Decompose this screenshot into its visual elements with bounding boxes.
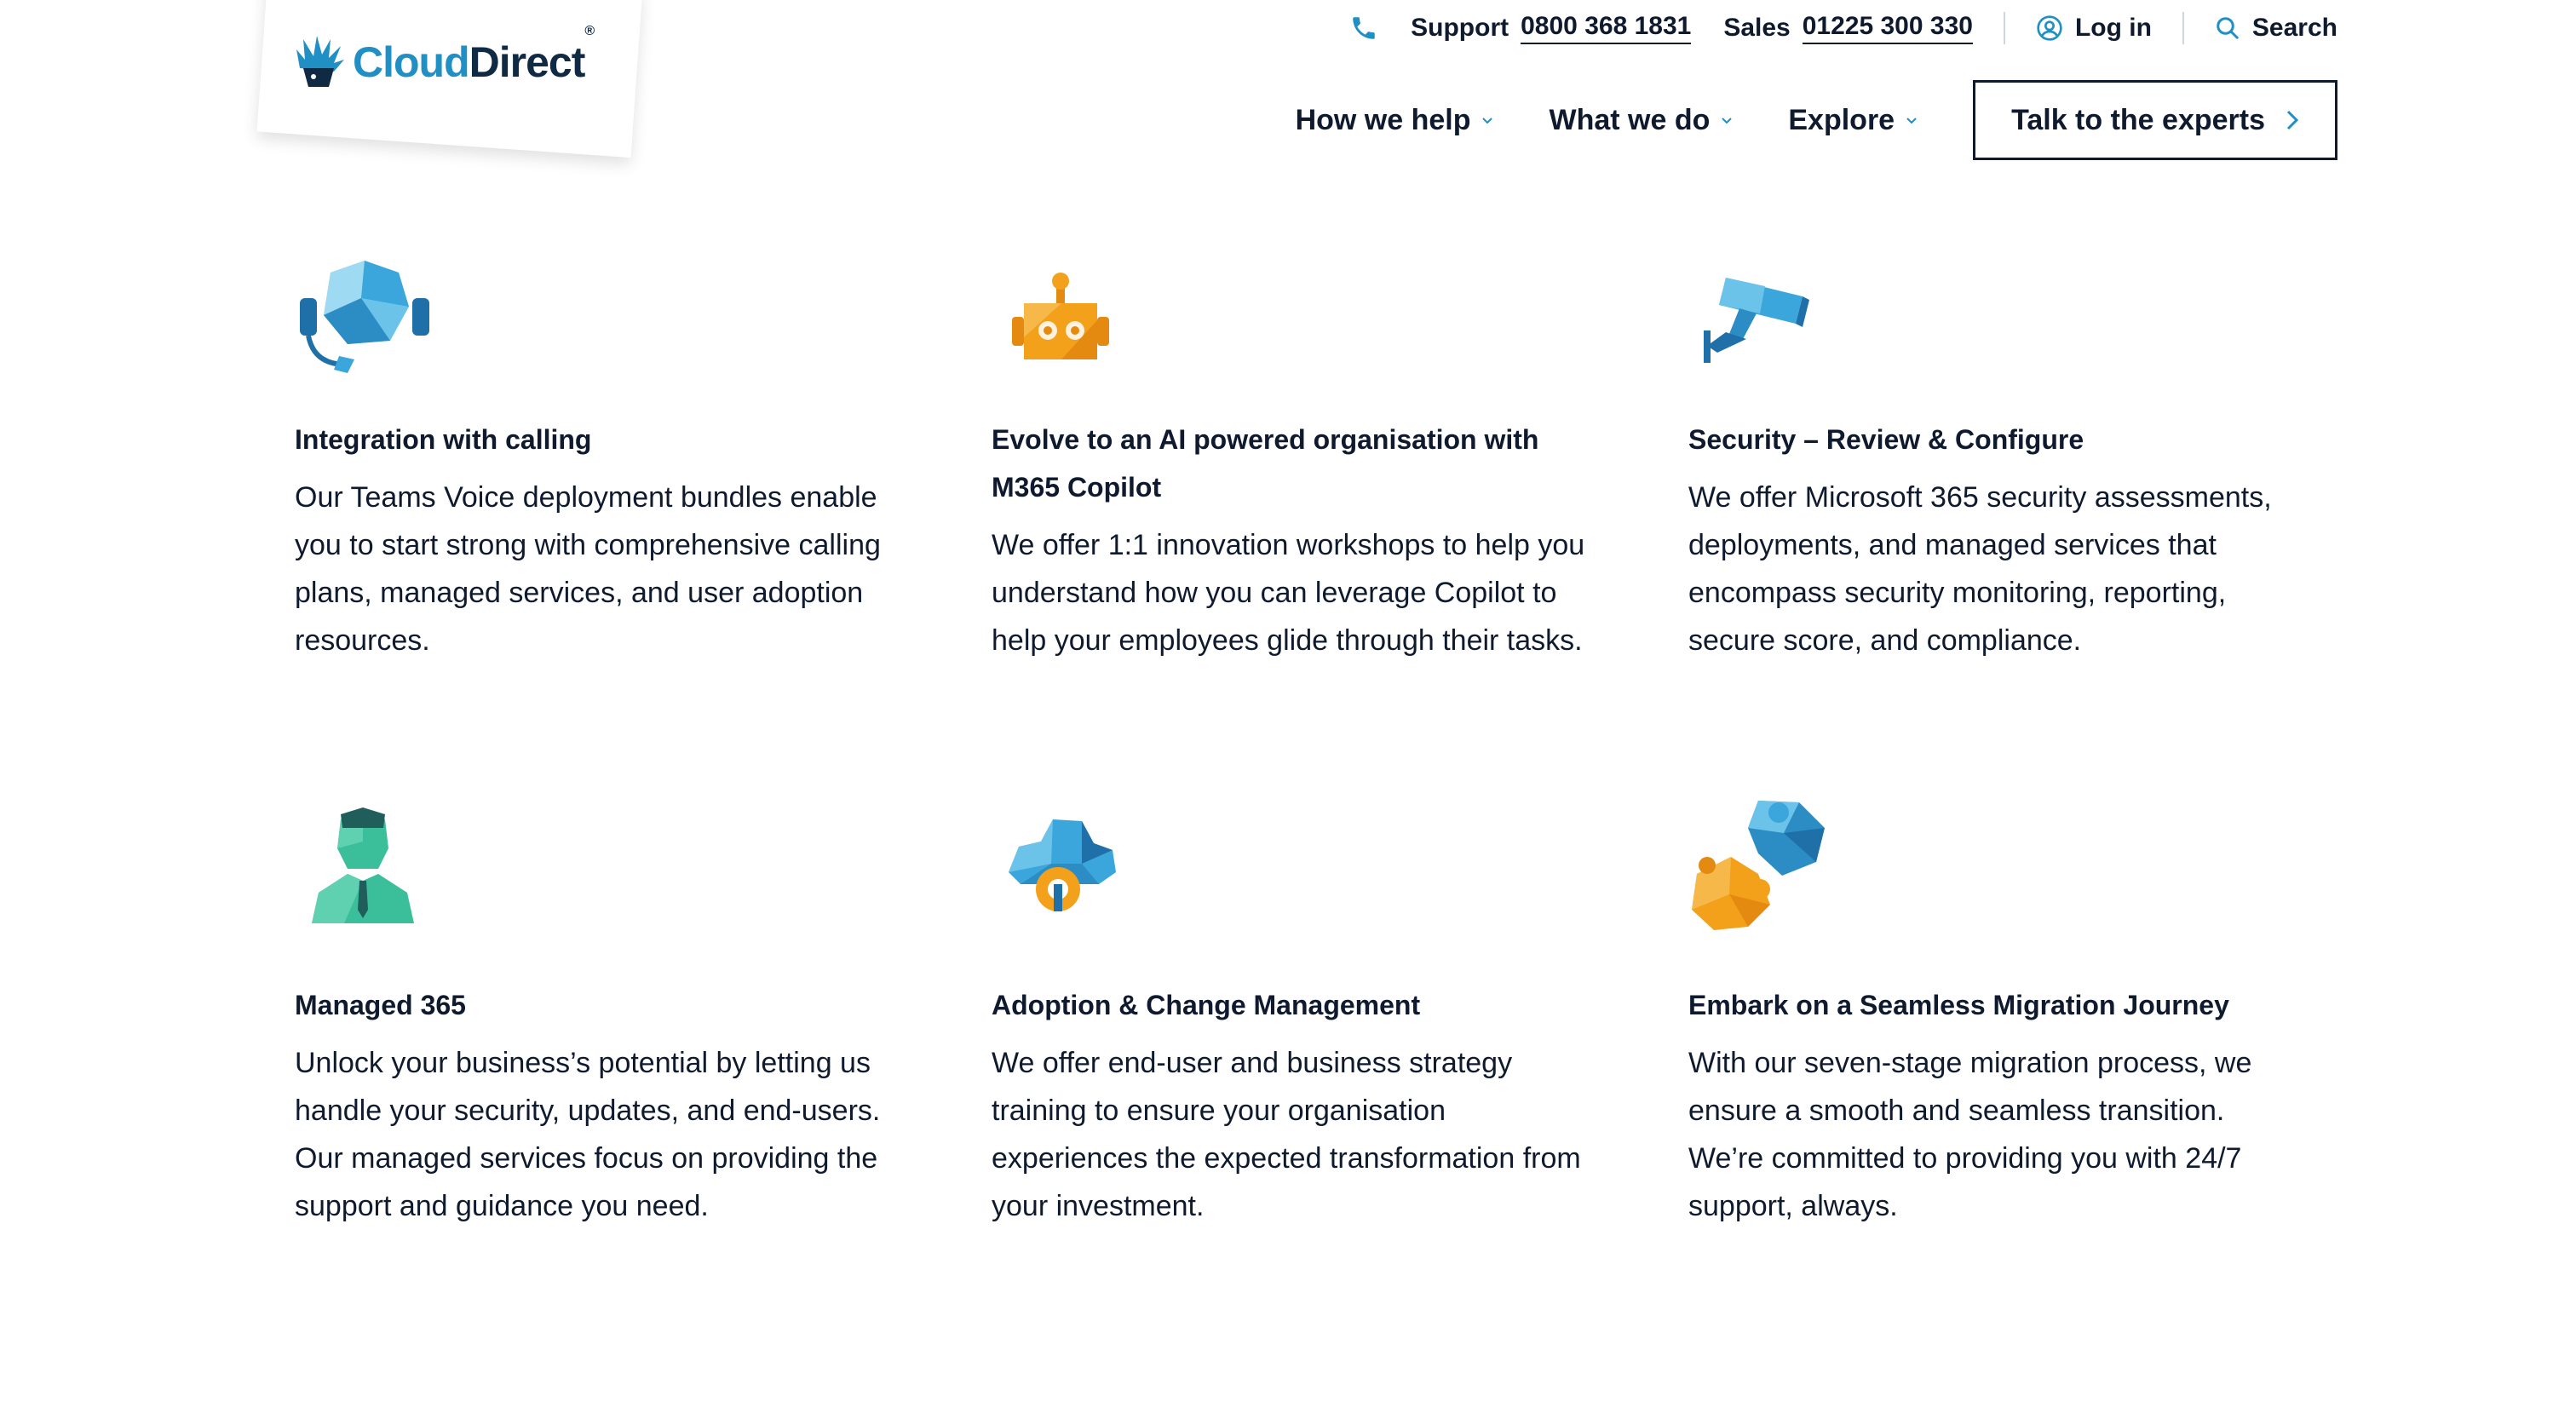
feature-body: With our seven-stage migration process, we ensure a smooth and seamless transition. We’re committed to providing you with 24/7 support, always.	[1688, 1047, 2252, 1222]
chevron-right-icon	[2284, 109, 2301, 131]
feature-title: Adoption & Change Management	[992, 990, 1421, 1020]
divider	[2004, 12, 2005, 44]
feature-title: Managed 365	[295, 990, 466, 1020]
feature-title: Embark on a Seamless Migration Journey	[1688, 990, 2229, 1020]
login-label: Log in	[2074, 14, 2152, 42]
chevron-down-icon	[1481, 113, 1494, 127]
search-link[interactable]	[2215, 14, 2337, 43]
feature-body: We offer 1:1 innovation workshops to help you understand how you can leverage Copilot to help your employees glide through their tasks.	[992, 529, 1585, 657]
brand-reg: ®	[584, 24, 595, 38]
sales-number-link[interactable]: 01225 300 330	[1803, 12, 1973, 44]
security-camera-icon	[1700, 271, 1811, 365]
nav-how-we-help[interactable]	[1296, 104, 1495, 137]
sales-contact	[1723, 12, 1973, 44]
support-contact	[1411, 12, 1691, 44]
feature-body: We offer Microsoft 365 security assessments, deployments, and managed services that encompass security monitoring, reporting, secure score, and compliance.	[1688, 481, 2272, 657]
feature-body: Our Teams Voice deployment bundles enable you to start strong with comprehensive calling plans, managed services, and user adoption resources.	[295, 481, 881, 657]
user-icon	[310, 807, 416, 925]
talk-to-experts-button[interactable]	[1973, 80, 2337, 160]
user-circle-icon	[2036, 14, 2063, 42]
feature-title: Evolve to an AI powered organisation with M365 Copilot	[992, 424, 1539, 503]
search-label: Search	[2251, 14, 2337, 42]
hedgehog-logo-icon	[295, 34, 346, 90]
feature-title: Security – Review & Configure	[1688, 424, 2084, 455]
brand-logo[interactable]	[295, 24, 595, 90]
robot-icon	[1010, 269, 1113, 366]
utility-bar	[1349, 12, 2337, 44]
nav-item-label: How we help	[1295, 103, 1471, 136]
nav-what-we-do[interactable]	[1549, 104, 1734, 137]
brand-part2: Direct	[469, 38, 585, 86]
feature-title: Integration with calling	[295, 424, 592, 455]
nav-item-label: What we do	[1549, 103, 1711, 136]
sales-label: Sales	[1723, 14, 1791, 42]
headset-icon	[296, 256, 433, 375]
main-nav	[1296, 80, 2337, 160]
search-icon	[2215, 15, 2240, 41]
feature-body: Unlock your business’s potential by letting us handle your security, updates, and end-users. Our managed services focus on providing the support and guidance you need.	[295, 1047, 881, 1222]
divider	[2182, 12, 2184, 44]
support-label: Support	[1411, 14, 1509, 42]
puzzle-icon	[1688, 794, 1828, 934]
cta-label: Talk to the experts	[2011, 103, 2265, 136]
login-link[interactable]	[2036, 14, 2152, 43]
feature-body: We offer end-user and business strategy training to ensure your organisation experiences the expected transformation from your investment.	[992, 1047, 1581, 1222]
chevron-down-icon	[1905, 113, 1918, 127]
brand-part1: Cloud	[353, 38, 469, 86]
phone-icon	[1349, 14, 1378, 43]
nav-item-label: Explore	[1788, 103, 1895, 136]
support-number-link[interactable]: 0800 368 1831	[1521, 12, 1691, 44]
nav-explore[interactable]	[1788, 104, 1918, 137]
cloud-gear-icon	[1000, 813, 1119, 915]
chevron-down-icon	[1720, 113, 1734, 127]
